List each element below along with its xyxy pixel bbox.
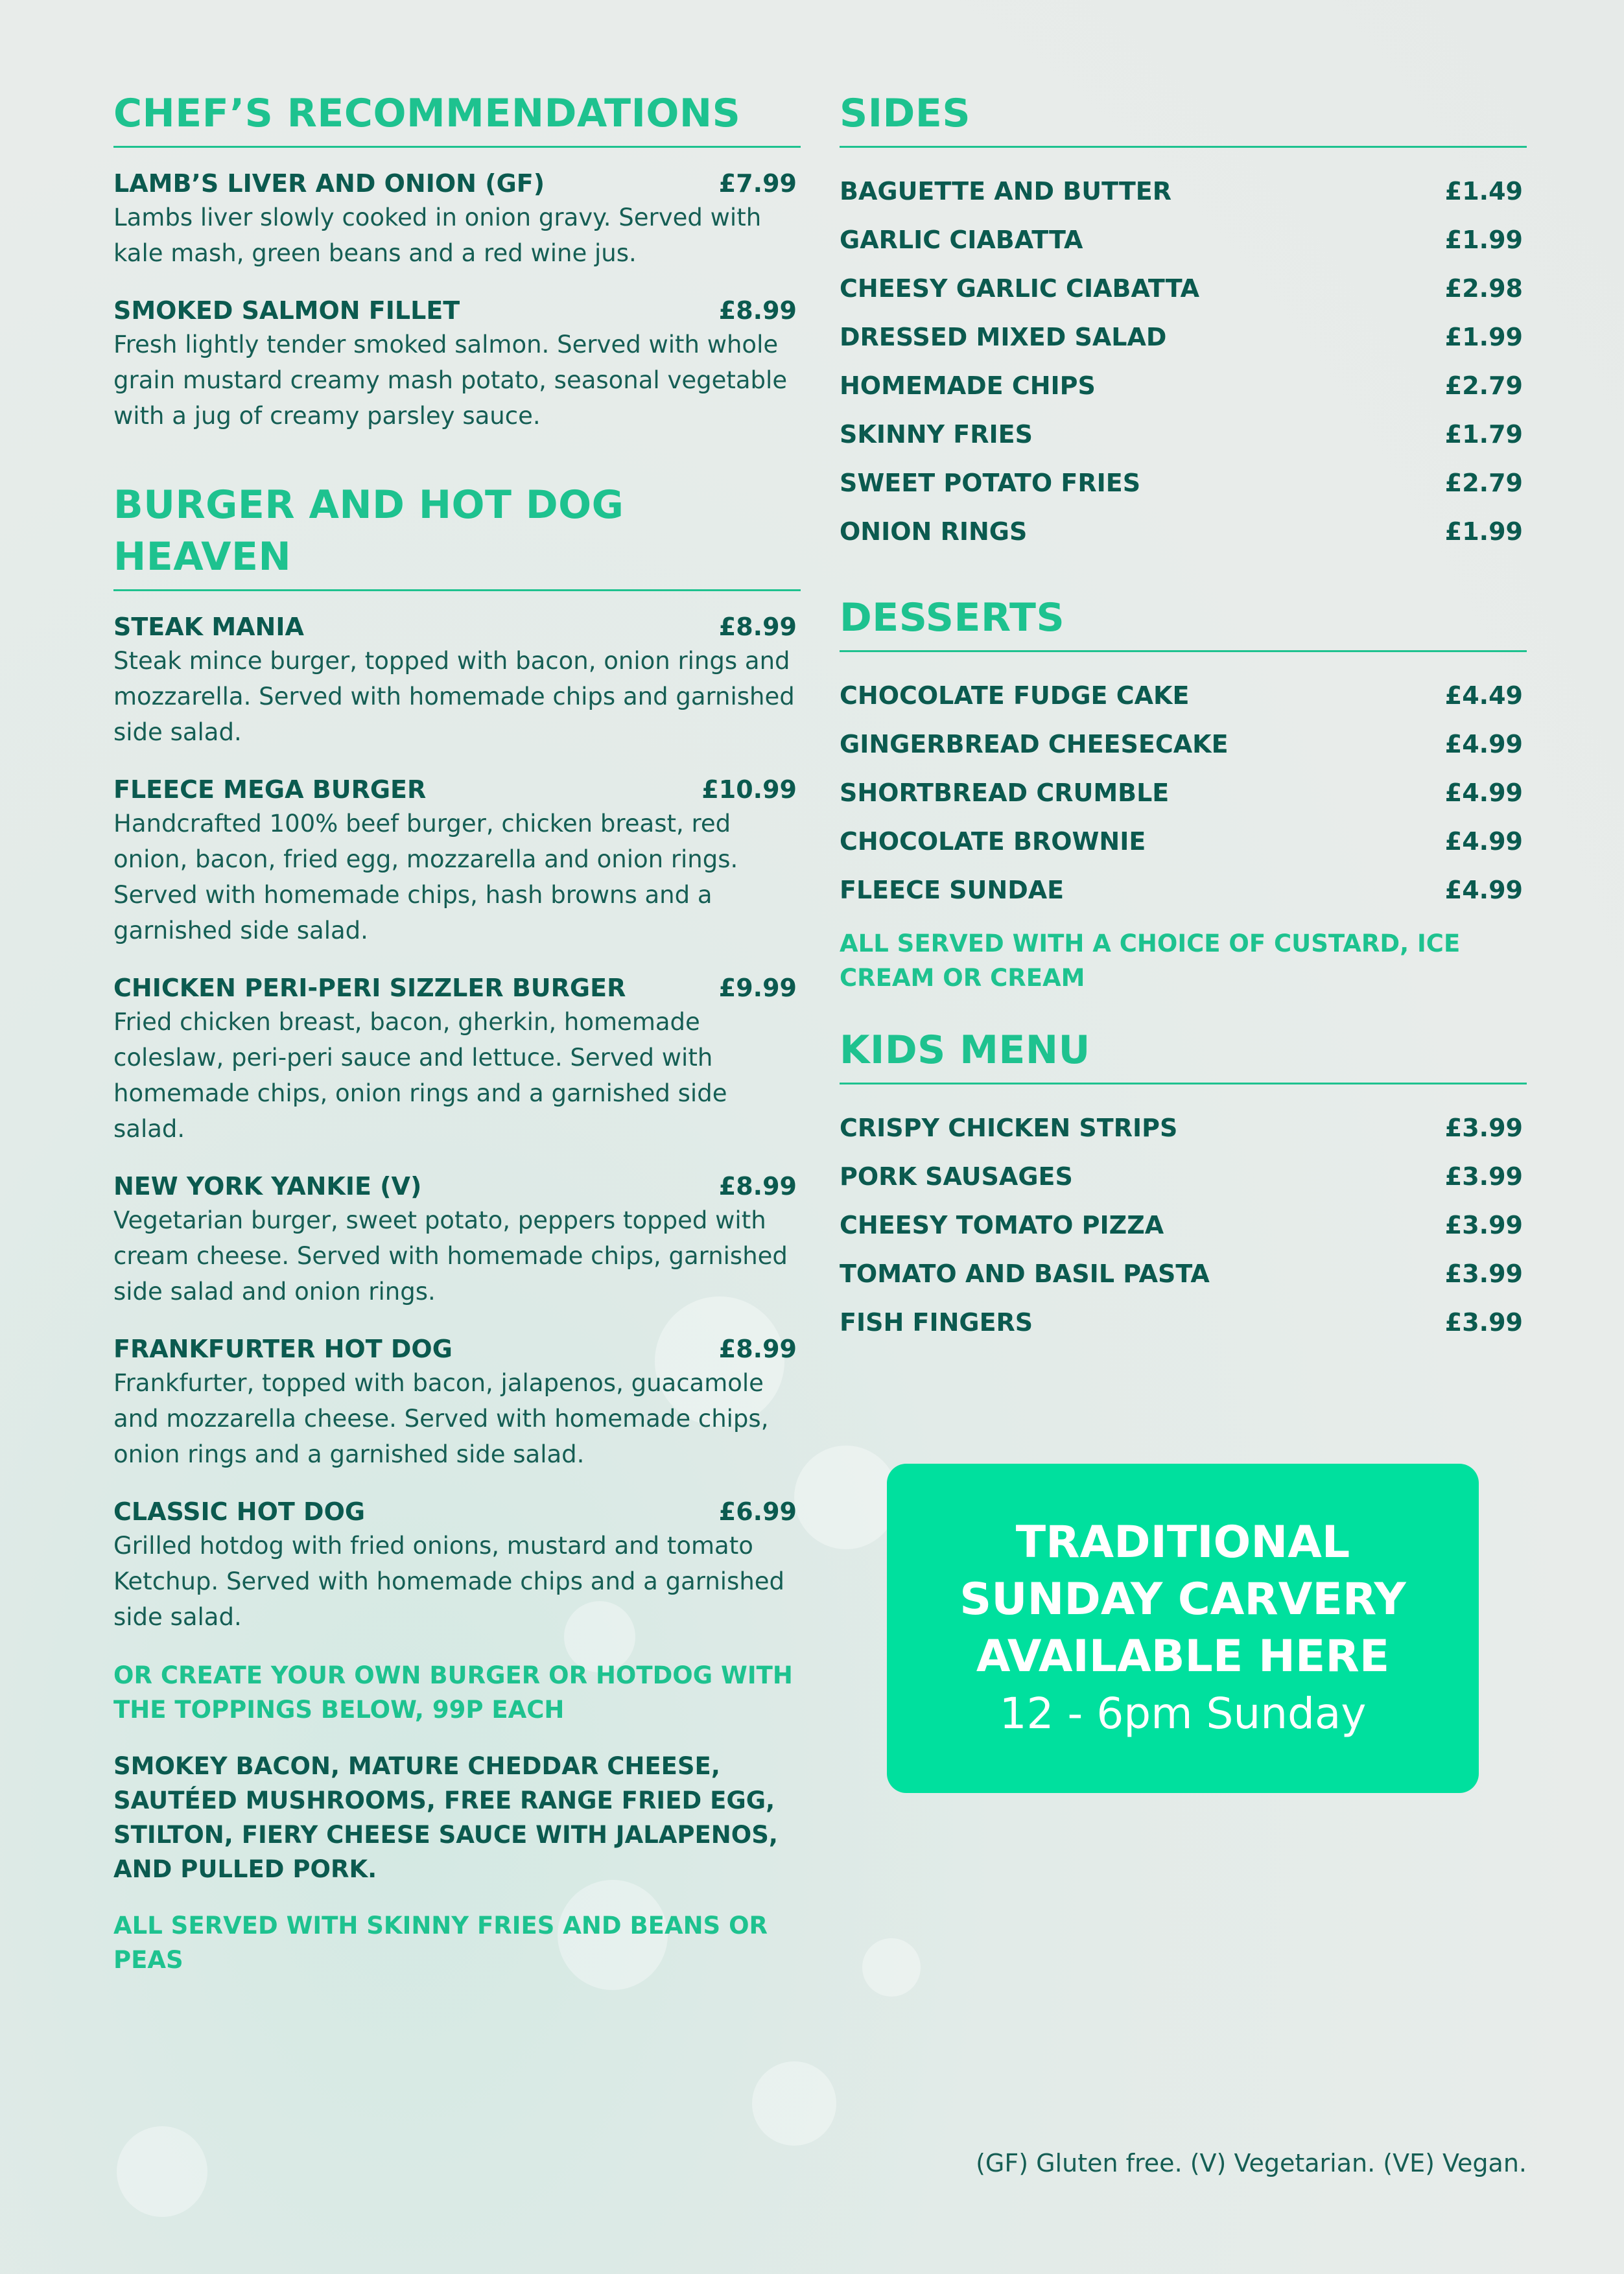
item-description: Handcrafted 100% beef burger, chicken breast, red onion, bacon, fried egg, mozzarella and onion rings. Served with homemade chips, hash browns and a garnished side salad. <box>113 810 738 944</box>
item-name: CHICKEN PERI-PERI SIZZLER BURGER <box>113 974 626 1002</box>
item-name: CHEESY GARLIC CIABATTA <box>840 274 1200 303</box>
menu-item <box>113 167 801 271</box>
item-name: CLASSIC HOT DOG <box>113 1497 366 1526</box>
menu-row <box>840 313 1527 362</box>
item-description: Frankfurter, topped with bacon, jalapenos, guacamole and mozzarella cheese. Served with homemade chips, onion rings and a garnished side salad. <box>113 1369 769 1468</box>
item-price: £2.98 <box>1444 274 1523 303</box>
section-title: SIDES <box>840 88 1527 148</box>
item-description: Fried chicken breast, bacon, gherkin, homemade coleslaw, peri-peri sauce and lettuce. Served with homemade chips, onion rings and a garnished side salad. <box>113 1008 727 1143</box>
item-price: £6.99 <box>718 1497 797 1526</box>
item-name: PORK SAUSAGES <box>840 1162 1073 1191</box>
menu-row <box>840 508 1527 556</box>
item-price: £4.99 <box>1444 876 1523 904</box>
item-name: CHEESY TOMATO PIZZA <box>840 1211 1164 1239</box>
item-description: Vegetarian burger, sweet potato, peppers topped with cream cheese. Served with homemade chips, garnished side salad and onion rings. <box>113 1206 788 1306</box>
desserts-section <box>840 592 1527 995</box>
item-name: FLEECE MEGA BURGER <box>113 775 427 804</box>
item-price: £8.99 <box>718 613 797 641</box>
item-name: BAGUETTE AND BUTTER <box>840 177 1172 205</box>
item-name: CHOCOLATE FUDGE CAKE <box>840 681 1190 710</box>
menu-item <box>113 972 801 1147</box>
item-name: NEW YORK YANKIE (V) <box>113 1172 422 1201</box>
item-price: £3.99 <box>1444 1114 1523 1142</box>
desserts-served-note: ALL SERVED WITH A CHOICE OF CUSTARD, ICE CREAM OR CREAM <box>840 930 1461 992</box>
item-description: Grilled hotdog with fried onions, mustard and tomato Ketchup. Served with homemade chips and a garnished side salad. <box>113 1532 785 1631</box>
item-name: GINGERBREAD CHEESECAKE <box>840 730 1229 758</box>
bokeh-light <box>862 1938 921 1997</box>
chefs-recommendations-section <box>113 88 801 434</box>
menu-item <box>113 1333 801 1472</box>
item-price: £1.99 <box>1444 517 1523 546</box>
item-price: £1.49 <box>1444 177 1523 205</box>
item-price: £2.79 <box>1444 371 1523 400</box>
item-name: HOMEMADE CHIPS <box>840 371 1096 400</box>
menu-row <box>840 1153 1527 1201</box>
item-name: FLEECE SUNDAE <box>840 876 1065 904</box>
item-price: £10.99 <box>701 775 797 804</box>
item-price: £8.99 <box>718 1172 797 1201</box>
item-price: £3.99 <box>1444 1211 1523 1239</box>
item-name: CRISPY CHICKEN STRIPS <box>840 1114 1178 1142</box>
item-name: DRESSED MIXED SALAD <box>840 323 1167 351</box>
item-name: FISH FINGERS <box>840 1308 1033 1337</box>
item-price: £1.99 <box>1444 226 1523 254</box>
toppings-list: SMOKEY BACON, MATURE CHEDDAR CHEESE, SAUTÉED MUSHROOMS, FREE RANGE FRIED EGG, STILTON, FIERY CHEESE SAUCE WITH JALAPENOS, AND PULLED PORK. <box>113 1752 778 1883</box>
item-price: £3.99 <box>1444 1308 1523 1337</box>
menu-row <box>840 1104 1527 1153</box>
sunday-carvery-banner <box>887 1464 1479 1793</box>
dietary-key-footnote: (GF) Gluten free. (V) Vegetarian. (VE) Vegan. <box>976 2149 1527 2177</box>
kids-menu-section <box>840 1024 1527 1347</box>
menu-item <box>113 294 801 434</box>
item-name: LAMB’S LIVER AND ONION (GF) <box>113 169 545 198</box>
item-name: CHOCOLATE BROWNIE <box>840 827 1146 856</box>
menu-row <box>840 362 1527 410</box>
item-name: SMOKED SALMON FILLET <box>113 296 460 325</box>
sides-section <box>840 88 1527 556</box>
menu-row <box>840 459 1527 508</box>
item-name: SWEET POTATO FRIES <box>840 469 1141 497</box>
item-price: £8.99 <box>718 1335 797 1363</box>
section-title: KIDS MENU <box>840 1024 1527 1084</box>
item-price: £1.79 <box>1444 420 1523 449</box>
item-name: SHORTBREAD CRUMBLE <box>840 779 1170 807</box>
item-price: £3.99 <box>1444 1260 1523 1288</box>
bokeh-light <box>794 1446 898 1549</box>
create-your-own-note: OR CREATE YOUR OWN BURGER OR HOTDOG WITH THE TOPPINGS BELOW, 99P EACH <box>113 1661 793 1724</box>
menu-row <box>840 1250 1527 1298</box>
menu-row <box>840 1298 1527 1347</box>
item-price: £4.99 <box>1444 730 1523 758</box>
menu-item <box>113 1495 801 1635</box>
menu-item <box>113 773 801 948</box>
carvery-time: 12 - 6pm Sunday <box>999 1689 1367 1739</box>
item-description: Steak mince burger, topped with bacon, onion rings and mozzarella. Served with homemade chips and garnished side salad. <box>113 647 795 746</box>
menu-row <box>840 866 1527 915</box>
menu-row <box>840 720 1527 769</box>
menu-row <box>840 167 1527 216</box>
menu-row <box>840 216 1527 264</box>
item-price: £3.99 <box>1444 1162 1523 1191</box>
item-name: TOMATO AND BASIL PASTA <box>840 1260 1210 1288</box>
menu-row <box>840 264 1527 313</box>
item-name: STEAK MANIA <box>113 613 304 641</box>
section-title: DESSERTS <box>840 592 1527 652</box>
item-price: £7.99 <box>718 169 797 198</box>
item-price: £9.99 <box>718 974 797 1002</box>
item-description: Fresh lightly tender smoked salmon. Served with whole grain mustard creamy mash potato, seasonal vegetable with a jug of creamy parsley sauce. <box>113 331 788 430</box>
item-name: GARLIC CIABATTA <box>840 226 1083 254</box>
served-with-note: ALL SERVED WITH SKINNY FRIES AND BEANS OR PEAS <box>113 1912 768 1974</box>
item-price: £4.99 <box>1444 779 1523 807</box>
item-price: £8.99 <box>718 296 797 325</box>
carvery-line-2: SUNDAY CARVERY <box>959 1574 1406 1625</box>
section-title: BURGER AND HOT DOG HEAVEN <box>113 479 801 591</box>
menu-row <box>840 1201 1527 1250</box>
left-column <box>113 88 801 1999</box>
item-price: £2.79 <box>1444 469 1523 497</box>
burger-hotdog-section <box>113 479 801 1977</box>
menu-row <box>840 672 1527 720</box>
item-price: £4.49 <box>1444 681 1523 710</box>
item-price: £4.99 <box>1444 827 1523 856</box>
bokeh-light <box>752 2061 836 2146</box>
menu-item <box>113 611 801 750</box>
menu-item <box>113 1170 801 1309</box>
bokeh-light <box>117 2126 207 2217</box>
carvery-line-3: AVAILABLE HERE <box>976 1631 1390 1682</box>
item-price: £1.99 <box>1444 323 1523 351</box>
item-name: SKINNY FRIES <box>840 420 1033 449</box>
menu-row <box>840 769 1527 817</box>
section-title: CHEF’S RECOMMENDATIONS <box>113 88 801 148</box>
carvery-line-1: TRADITIONAL <box>1015 1517 1350 1568</box>
right-column <box>840 88 1527 1347</box>
item-description: Lambs liver slowly cooked in onion gravy. Served with kale mash, green beans and a red wine jus. <box>113 204 762 267</box>
item-name: FRANKFURTER HOT DOG <box>113 1335 453 1363</box>
menu-row <box>840 410 1527 459</box>
item-name: ONION RINGS <box>840 517 1028 546</box>
menu-row <box>840 817 1527 866</box>
